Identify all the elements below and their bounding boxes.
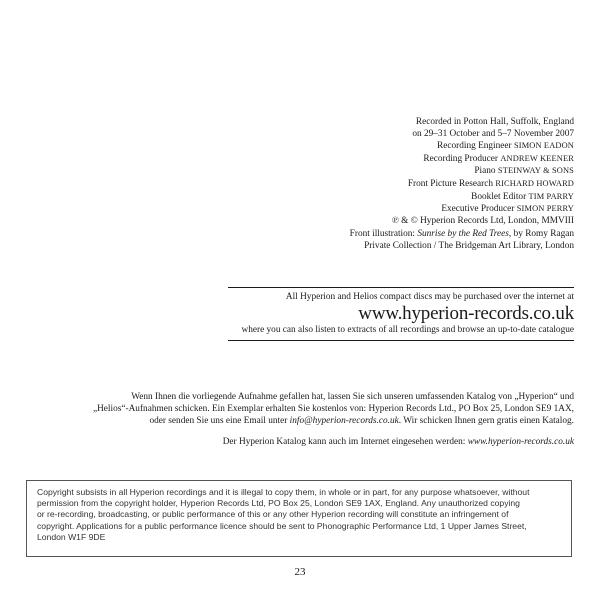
recording-producer <box>154 153 574 166</box>
booklet-editor-credit <box>154 191 574 204</box>
illustration-prefix: Front illustration: <box>349 229 418 239</box>
booklet-editor-name: TIM PARRY <box>528 191 574 201</box>
copyright-notice-line-1: Copyright subsists in all Hyperion recordings and it is illegal to copy them, in whole or in part, for any purpose whatsoever, without <box>37 487 530 497</box>
phonographic-copyright: ℗ & © Hyperion Records Ltd, London, MMVIII <box>391 215 574 226</box>
german-line-4-prefix: Der Hyperion Katalog kann auch im Internet eingesehen werden: <box>222 437 468 447</box>
german-line-3-prefix: oder senden Sie uns eine Email unter <box>149 416 290 426</box>
copyright-notice-line-3: or re-recording, broadcasting, or public performance of this or any other Hyperion recording will constitute an infringement of <box>37 509 509 520</box>
piano-name: STEINWAY & SONS <box>497 166 574 176</box>
recording-dates: on 29–31 October and 5–7 November 2007 <box>412 128 574 139</box>
page-number: 23 <box>294 566 306 578</box>
copyright-notice-line-4: copyright. Applications for a public performance licence should be sent to Phonographic Performance Ltd, 1 Upper James Street, <box>37 520 527 531</box>
front-illustration-credit <box>154 229 574 252</box>
recording-engineer <box>154 140 574 153</box>
executive-producer-name: SIMON PERRY <box>516 204 574 214</box>
recording-engineer-label: Recording Engineer <box>437 141 514 152</box>
recording-engineer-name: SIMON EADON <box>513 141 574 151</box>
divider-bottom <box>228 340 574 341</box>
german-line-3 <box>74 415 574 427</box>
divider-top <box>228 287 574 288</box>
german-line-4 <box>74 436 574 448</box>
email-link[interactable]: info@hyperion-records.co.uk <box>289 416 399 426</box>
purchase-info <box>154 292 574 336</box>
recording-producer-label: Recording Producer <box>423 153 501 164</box>
booklet-editor-label: Booklet Editor <box>471 191 529 202</box>
purchase-outro: where you can also listen to extracts of all recordings and browse an up-to-date catalogue <box>241 325 574 335</box>
executive-producer-credit <box>154 203 574 216</box>
german-catalogue-text <box>74 391 574 448</box>
piano-label: Piano <box>474 166 498 177</box>
recording-venue: Recorded in Potton Hall, Suffolk, England <box>415 117 574 127</box>
picture-research-credit <box>154 178 574 191</box>
german-line-2: „Helios“-Aufnahmen schicken. Ein Exemplar erhalten Sie kostenlos von: Hyperion Records Ltd., PO Box 25, London SE9 1AX, <box>92 404 574 414</box>
picture-research-label: Front Picture Research <box>407 178 496 189</box>
executive-producer-label: Executive Producer <box>441 204 517 215</box>
german-line-3-suffix: . Wir schicken Ihnen gern gratis einen Katalog. <box>398 416 574 426</box>
german-line-1: Wenn Ihnen die vorliegende Aufnahme gefallen hat, lassen Sie sich unseren umfassenden Katalog von „Hyperion“ und <box>131 392 574 402</box>
copyright-notice-line-2: permission from the copyright holder, Hyperion Records Ltd, PO Box 25, London SE9 1AX, England. Any unauthorized copying <box>37 498 520 509</box>
picture-research-name: RICHARD HOWARD <box>495 178 574 188</box>
copyright-notice-box <box>26 480 572 557</box>
purchase-intro: All Hyperion and Helios compact discs may be purchased over the internet at <box>285 292 574 302</box>
website-link[interactable]: www.hyperion-records.co.uk <box>358 303 574 324</box>
recording-credits <box>154 117 574 227</box>
copyright-notice-line-5: London W1F 9DE <box>37 531 106 542</box>
catalogue-website-link[interactable]: www.hyperion-records.co.uk <box>467 437 574 447</box>
piano-credit <box>154 165 574 178</box>
illustration-artist: , by Romy Ragan <box>508 229 574 239</box>
paragraph-gap <box>74 427 574 436</box>
illustration-collection: Private Collection / The Bridgeman Art Library, London <box>364 240 574 251</box>
illustration-title-line <box>154 229 574 241</box>
recording-producer-name: ANDREW KEENER <box>500 153 574 163</box>
illustration-title: Sunrise by the Red Trees <box>417 229 509 239</box>
